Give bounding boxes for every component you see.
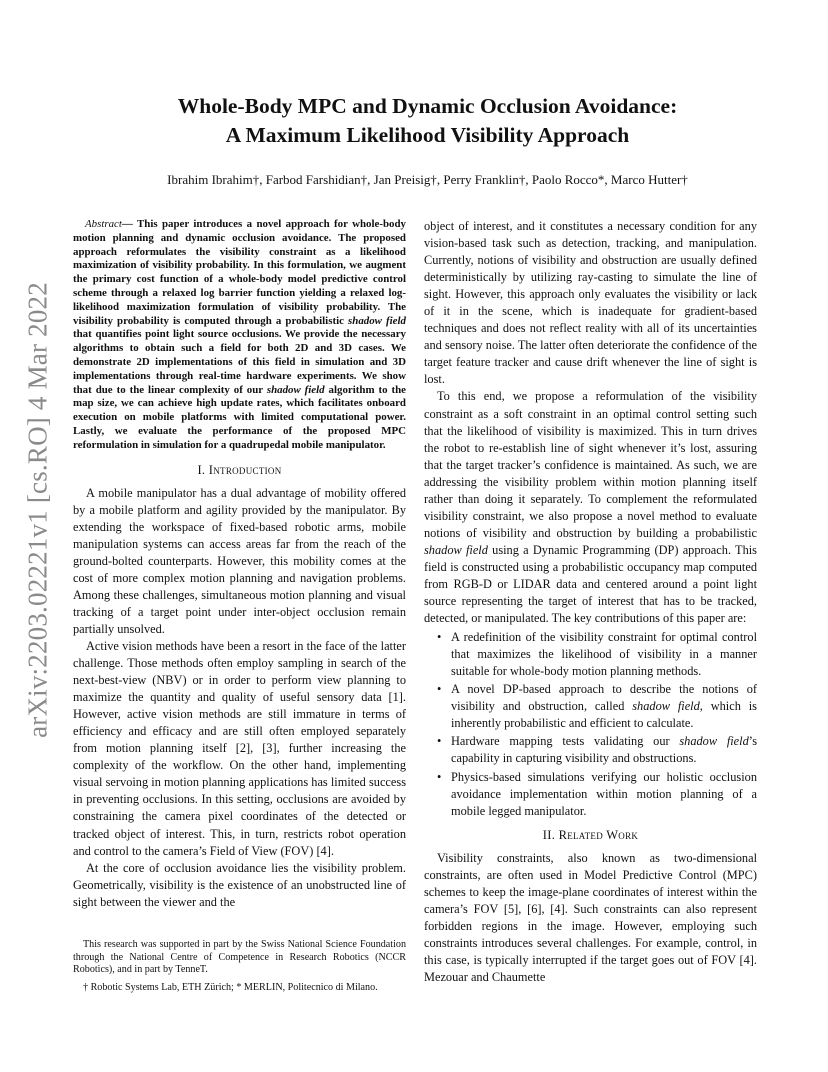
contribution-item xyxy=(451,629,757,680)
footnotes xyxy=(73,939,406,999)
contribution-emphasis: shadow field xyxy=(632,699,700,714)
contribution-text: A novel DP-based approach to describe the notions of visibility and obstruction, called xyxy=(451,682,757,714)
contribution-text: ’s capability in capturing visibility and obstructions. xyxy=(451,734,757,766)
abstract-text-1: This paper introduces a novel approach for whole-body motion planning and dynamic occlusion avoidance. The proposed approach reformulates the visibility constraint as a likelihood maximization of visibility probability. In this formulation, we augment the primary cost function of a whole-body model predictive control scheme through a relaxed log barrier function yielding a relaxed log-likelihood maximization formulation of visibility probability. The visibility probability is computed through a probabilistic xyxy=(73,218,406,327)
contribution-item xyxy=(451,681,757,732)
right-paragraph-2 xyxy=(424,388,757,627)
intro-paragraph-3: At the core of occlusion avoidance lies the visibility problem. Geometrically, visibility is the existence of an unobstructed line of sight between the viewer and the xyxy=(73,860,406,909)
abstract-lead: Abstract xyxy=(85,218,122,230)
abstract-text-3: algorithm to the map size, we can achieve high update rates, which facilitates onboard execution on mobile platforms with limited computational power. Lastly, we evaluate the performance of the proposed MPC reformulation in simulation for a quadrupedal mobile manipulator. xyxy=(73,383,406,451)
right-paragraph-1: object of interest, and it constitutes a necessary condition for any vision-based task such as detection, tracking, and manipulation. Currently, notions of visibility and obstruction are usually defined deterministically by utilizing ray-casting to simulate the line of sight. However, this approach only evaluates the visibility or lack of it in the scene, which is inadequate for gradient-based techniques and does not reflect reality with all of its uncertainties and sensory noise. The latter often deteriorate the confidence of the target feature tracker and cause drift whenever the line of sight is lost. xyxy=(424,219,757,387)
abstract-dash: — xyxy=(121,218,133,230)
contribution-item xyxy=(451,733,757,767)
author-list: Ibrahim Ibrahim†, Farbod Farshidian†, Jan Preisig†, Perry Franklin†, Paolo Rocco*, Marco Hutter† xyxy=(167,172,688,187)
abstract-emphasis-1: shadow field xyxy=(348,314,406,327)
contribution-item xyxy=(451,769,757,820)
section-heading-related-work: II. Related Work xyxy=(542,827,639,842)
contribution-text: , which is inherently probabilistic and efficient to calculate. xyxy=(451,699,757,731)
contribution-text: Hardware mapping tests validating our xyxy=(451,734,680,749)
section-heading-introduction: I. Introduction xyxy=(197,462,282,477)
title-line-1: Whole-Body MPC and Dynamic Occlusion Avoidance: xyxy=(177,94,678,118)
intro-paragraph-2: Active vision methods have been a resort in the face of the latter challenge. Those methods often employ sampling in search of the next-best-view (NBV) or in order to perform view planning to maximize the quantity and quality of useful sensory data [1]. However, active vision methods are still immature in terms of efficiency and efficacy and are still often employed separately from motion planning itself [2], [3], further increasing the complexity of the workflow. On the other hand, implementing visual servoing in motion planning applications has limited success in preventing occlusions. In this setting, occlusions are avoided by constraining the camera pixel coordinates of the detected or tracked object of interest. This, in turn, restricts robot operation and control to the camera’s Field of View (FOV) [4]. xyxy=(73,639,406,858)
arxiv-stamp-text: arXiv:2203.02221v1 [cs.RO] 4 Mar 2022 xyxy=(22,282,53,738)
right-column xyxy=(424,218,757,986)
intro-paragraph-1: A mobile manipulator has a dual advantage of mobility offered by a mobile platform and agility provided by the manipulator. By extending the workspace of fixed-based robotic arms, mobile manipulation systems can access areas far from the reach of the ground-bolted counterparts. However, this mobility comes at the cost of more complex motion planning and navigation problems. Among these challenges, simultaneous motion planning and visual tracking of a target point under inter-object occlusion remain partially unsolved. xyxy=(73,485,406,636)
contribution-text: Physics-based simulations verifying our holistic occlusion avoidance implementation within motion planning of a mobile legged manipulator. xyxy=(451,769,757,818)
contributions-list xyxy=(424,629,757,820)
title-line-2: A Maximum Likelihood Visibility Approach xyxy=(225,123,630,147)
abstract-text-2: that quantifies point light source occlusions. We provide the necessary algorithms to obtain such a field for both 2D and 3D cases. We demonstrate 2D implementations of this field in simulation and 3D implementations through real-time hardware experiments. We show that due to the linear complexity of our xyxy=(73,328,406,396)
footnote-funding: This research was supported in part by the Swiss National Science Foundation through the National Centre of Competence in Research Robotics (NCCR Robotics), and in part by TenneT. xyxy=(73,939,406,975)
abstract-emphasis-2: shadow field xyxy=(266,383,325,396)
related-paragraph-1: Visibility constraints, also known as two-dimensional constraints, are often used in Model Predictive Control (MPC) schemes to keep the image-plane coordinates of interest within the camera’s FOV [5], [6], [4]. Such constraints can also represent forbidden regions in the image. However, employing such constraints introduces several challenges. For example, control, in this case, is typically interrupted if the target goes out of FOV [4]. Mezouar and Chaumette xyxy=(424,850,757,985)
footnote-affiliations: † Robotic Systems Lab, ETH Zürich; * MERLIN, Politecnico di Milano. xyxy=(83,981,378,993)
paper-title xyxy=(100,92,755,150)
right-paragraph-2-text-2: using a Dynamic Programming (DP) approach. This field is constructed using a probabilistic occupancy map computed from RGB-D or LIDAR data and centered around a point light source representing the target of interest that has to be tracked, detected, or manipulated. The key contributions of this paper are: xyxy=(424,542,757,626)
arxiv-stamp xyxy=(8,250,68,770)
right-paragraph-2-text-1: To this end, we propose a reformulation of the visibility constraint as a soft constraint in an optimal control setting such that the likelihood of visibility is maximized. This in turn drives the robot to re-establish line of sight whenever it’s lost, assuring that the target tracker’s confidence is maintained. As such, we are addressing the visibility problem within motion planning itself rather than doing it separately. To complement the reformulated visibility constraint, we also propose a novel method to evaluate notions of visibility and obstruction by building a probabilistic xyxy=(424,389,757,540)
abstract xyxy=(73,218,406,453)
contribution-emphasis: shadow field xyxy=(679,734,749,749)
left-column xyxy=(73,218,406,911)
contribution-text: A redefinition of the visibility constraint for optimal control that maximizes the likelihood of visibility in a manner suitable for whole-body motion planning methods. xyxy=(451,630,757,679)
right-paragraph-2-emphasis: shadow field xyxy=(424,542,488,557)
